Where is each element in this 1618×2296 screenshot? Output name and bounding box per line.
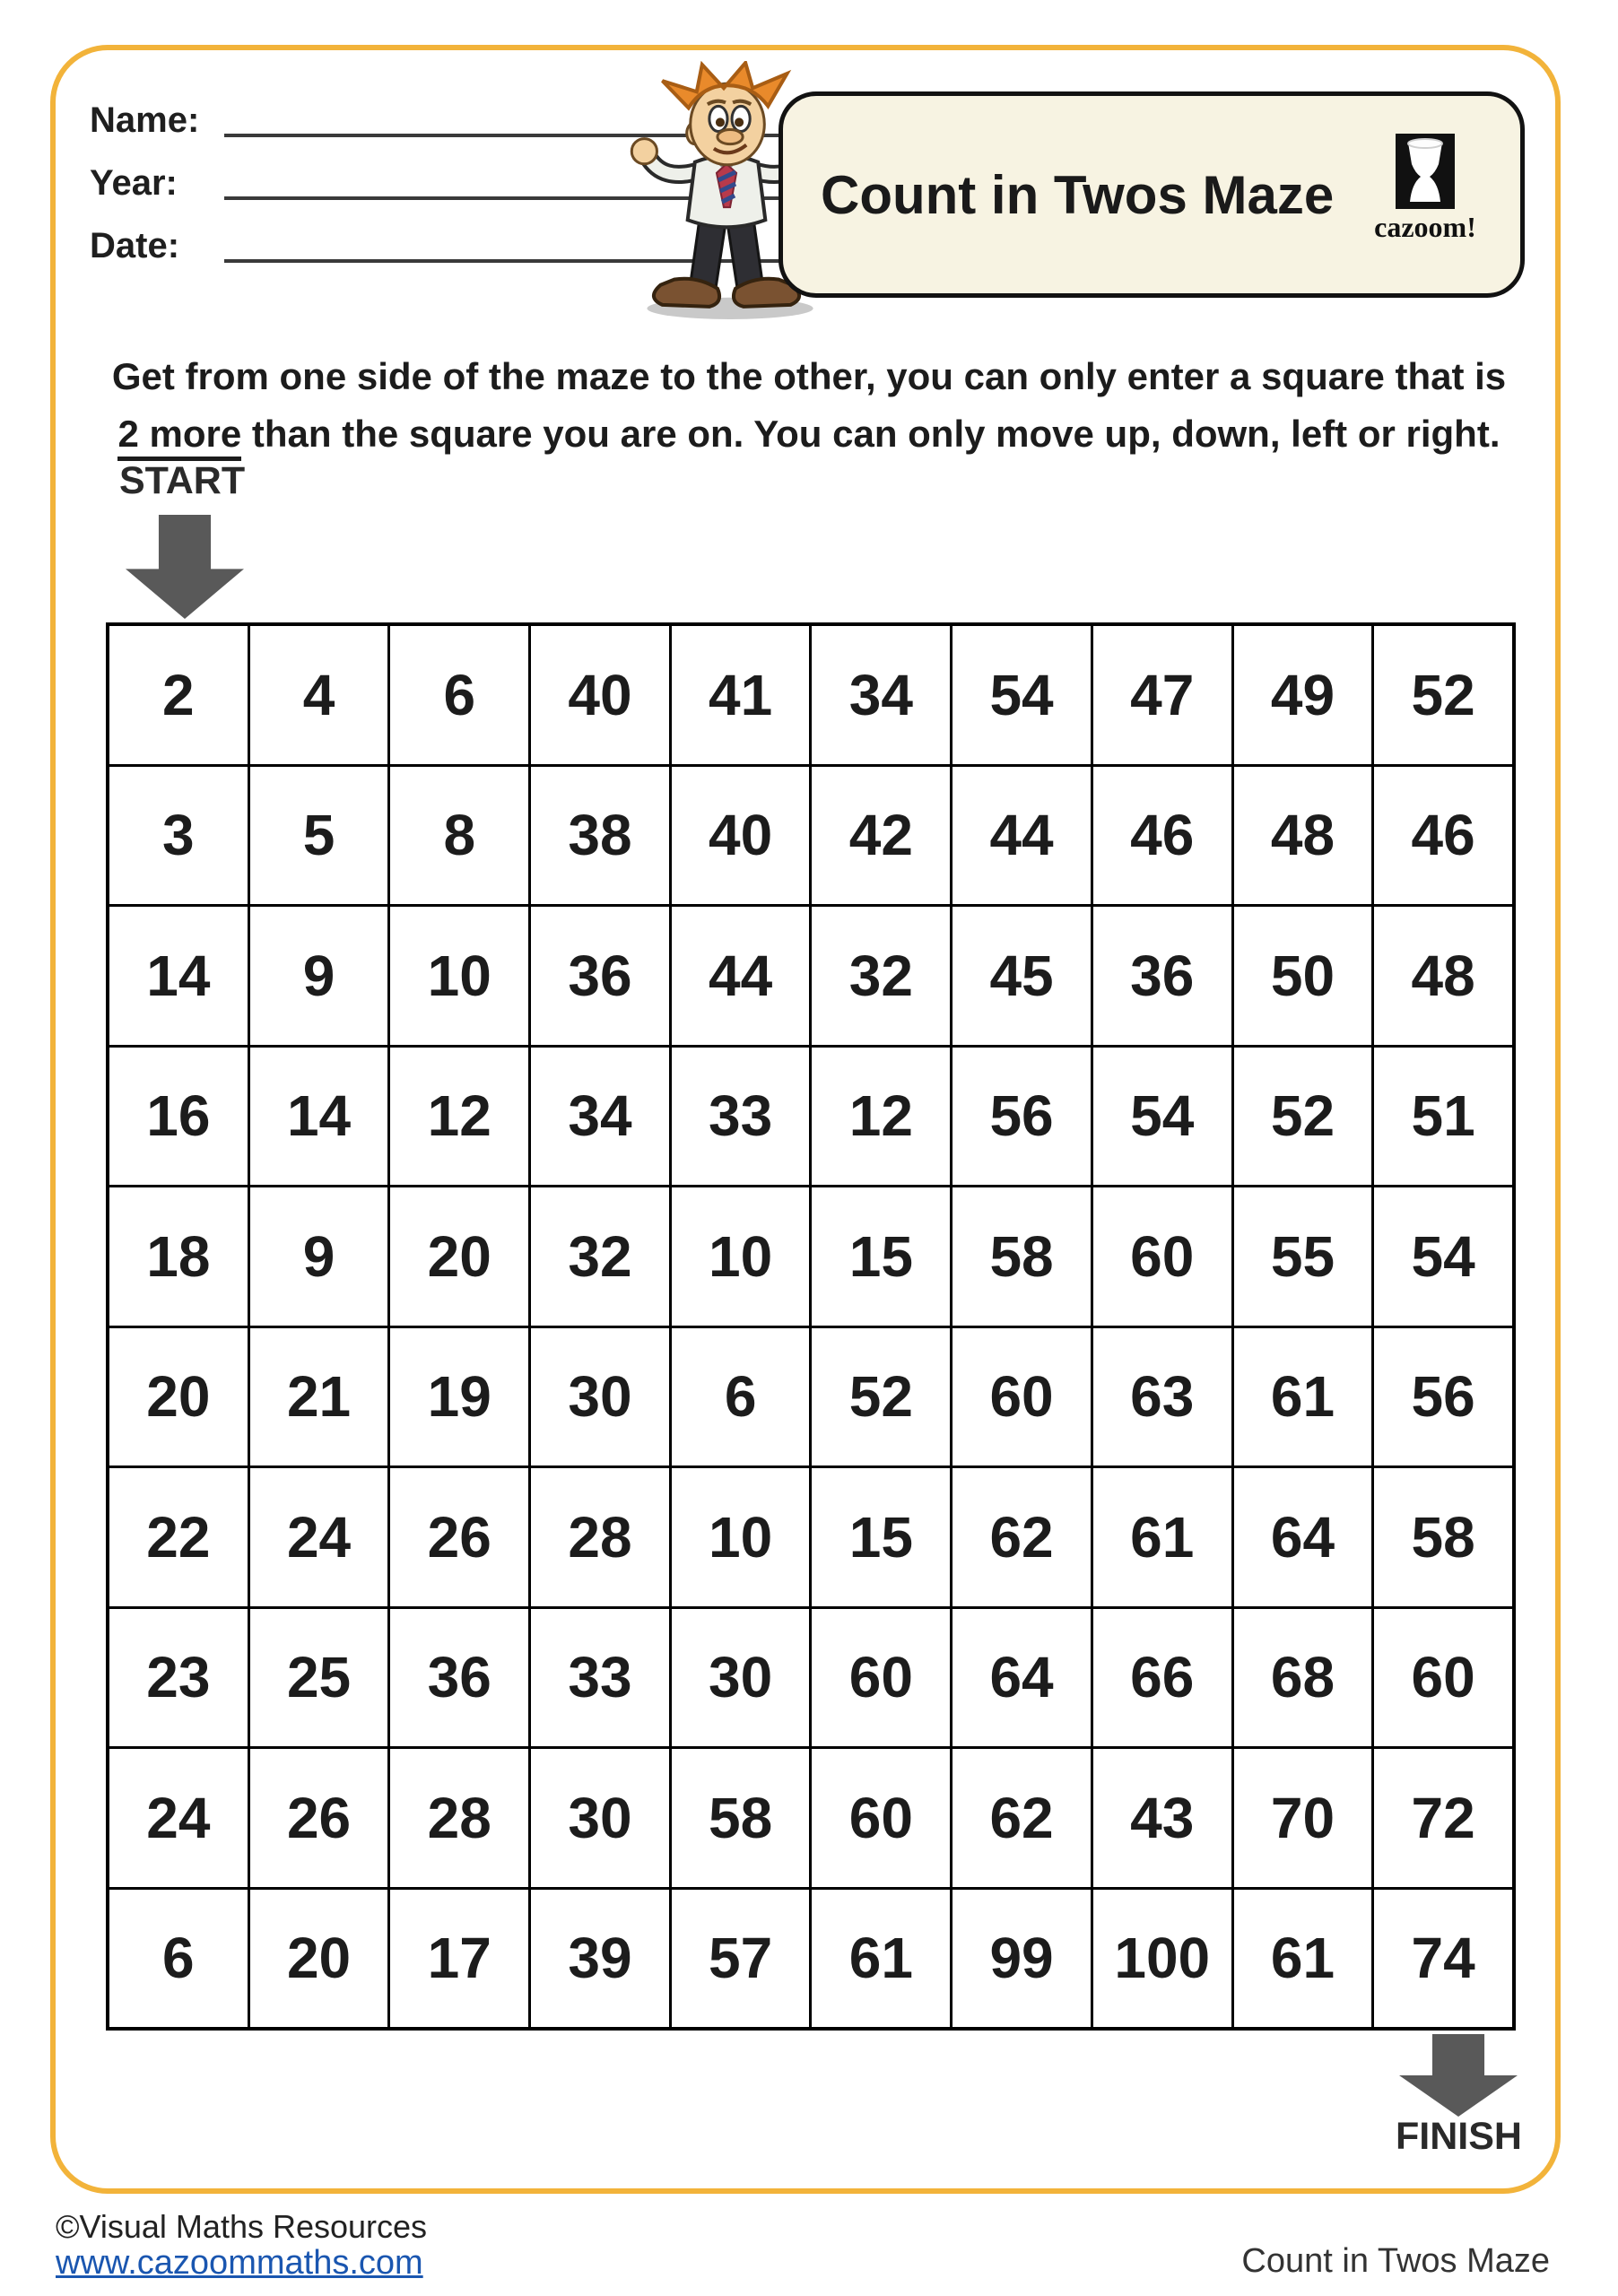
maze-cell-r3-c4: 36 — [531, 907, 669, 1045]
title-box — [779, 91, 1525, 298]
maze-cell-r5-c10: 54 — [1374, 1187, 1512, 1326]
maze-cell-r10-c9: 61 — [1234, 1890, 1372, 2028]
maze-cell-r8-c6: 60 — [812, 1609, 950, 1747]
maze-cell-r7-c4: 28 — [531, 1468, 669, 1606]
maze-cell-r9-c5: 58 — [672, 1749, 810, 1887]
maze-cell-r4-c1: 16 — [109, 1048, 248, 1186]
maze-cell-r9-c4: 30 — [531, 1749, 669, 1887]
maze-cell-r4-c3: 12 — [390, 1048, 528, 1186]
finish-arrow-icon — [1399, 2034, 1518, 2117]
maze-cell-r7-c2: 24 — [250, 1468, 388, 1606]
maze-cell-r8-c3: 36 — [390, 1609, 528, 1747]
maze-cell-r1-c7: 54 — [953, 626, 1091, 764]
maze-cell-r9-c8: 43 — [1093, 1749, 1231, 1887]
maze-cell-r9-c9: 70 — [1234, 1749, 1372, 1887]
instructions-underlined-phrase: 2 more — [117, 413, 241, 461]
maze-cell-r2-c7: 44 — [953, 767, 1091, 905]
maze-cell-r3-c5: 44 — [672, 907, 810, 1045]
maze-cell-r8-c1: 23 — [109, 1609, 248, 1747]
maze-cell-r8-c5: 30 — [672, 1609, 810, 1747]
maze-cell-r2-c1: 3 — [109, 767, 248, 905]
maze-cell-r4-c9: 52 — [1234, 1048, 1372, 1186]
maze-cell-r6-c10: 56 — [1374, 1328, 1512, 1466]
maze-cell-r6-c4: 30 — [531, 1328, 669, 1466]
maze-cell-r3-c7: 45 — [953, 907, 1091, 1045]
date-label: Date: — [90, 226, 180, 265]
maze-cell-r2-c3: 8 — [390, 767, 528, 905]
maze-cell-r1-c3: 6 — [390, 626, 528, 764]
maze-cell-r9-c3: 28 — [390, 1749, 528, 1887]
maze-cell-r6-c2: 21 — [250, 1328, 388, 1466]
maze-cell-r4-c10: 51 — [1374, 1048, 1512, 1186]
maze-cell-r6-c6: 52 — [812, 1328, 950, 1466]
finish-label: FINISH — [1396, 2115, 1522, 2158]
maze-cell-r10-c8: 100 — [1093, 1890, 1231, 2028]
maze-cell-r3-c1: 14 — [109, 907, 248, 1045]
instructions-line1: Get from one side of the maze to the other, you can only enter a square that is — [111, 355, 1507, 397]
maze-cell-r8-c9: 68 — [1234, 1609, 1372, 1747]
maze-cell-r1-c9: 49 — [1234, 626, 1372, 764]
instructions — [83, 348, 1535, 463]
maze-cell-r1-c2: 4 — [250, 626, 388, 764]
maze-cell-r2-c2: 5 — [250, 767, 388, 905]
maze-cell-r10-c2: 20 — [250, 1890, 388, 2028]
maze-cell-r4-c7: 56 — [953, 1048, 1091, 1186]
maze-cell-r5-c5: 10 — [672, 1187, 810, 1326]
maze-cell-r6-c1: 20 — [109, 1328, 248, 1466]
maze-cell-r3-c6: 32 — [812, 907, 950, 1045]
maze-cell-r2-c6: 42 — [812, 767, 950, 905]
cazoom-logo-text: cazoom! — [1374, 211, 1476, 243]
maze-cell-r7-c9: 64 — [1234, 1468, 1372, 1606]
maze-cell-r10-c7: 99 — [953, 1890, 1091, 2028]
footer-website-link[interactable]: www.cazoommaths.com — [56, 2244, 423, 2282]
maze-cell-r7-c6: 15 — [812, 1468, 950, 1606]
maze-cell-r6-c8: 63 — [1093, 1328, 1231, 1466]
maze-cell-r5-c9: 55 — [1234, 1187, 1372, 1326]
maze-cell-r3-c9: 50 — [1234, 907, 1372, 1045]
maze-cell-r6-c9: 61 — [1234, 1328, 1372, 1466]
maze-cell-r4-c2: 14 — [250, 1048, 388, 1186]
maze-cell-r9-c2: 26 — [250, 1749, 388, 1887]
maze-cell-r4-c4: 34 — [531, 1048, 669, 1186]
maze-cell-r9-c6: 60 — [812, 1749, 950, 1887]
cazoom-logo — [1371, 134, 1479, 244]
maze-cell-r7-c7: 62 — [953, 1468, 1091, 1606]
maze-cell-r2-c10: 46 — [1374, 767, 1512, 905]
maze-cell-r6-c7: 60 — [953, 1328, 1091, 1466]
start-label: START — [119, 459, 246, 502]
maze-cell-r7-c5: 10 — [672, 1468, 810, 1606]
maze-cell-r4-c6: 12 — [812, 1048, 950, 1186]
maze-cell-r2-c5: 40 — [672, 767, 810, 905]
maze-cell-r10-c6: 61 — [812, 1890, 950, 2028]
maze-cell-r1-c5: 41 — [672, 626, 810, 764]
year-label: Year: — [90, 163, 178, 203]
maze-cell-r8-c10: 60 — [1374, 1609, 1512, 1747]
maze-cell-r2-c8: 46 — [1093, 767, 1231, 905]
maze-cell-r10-c10: 74 — [1374, 1890, 1512, 2028]
maze-cell-r5-c4: 32 — [531, 1187, 669, 1326]
name-label: Name: — [90, 100, 200, 140]
maze-cell-r9-c7: 62 — [953, 1749, 1091, 1887]
maze-grid — [106, 622, 1516, 2031]
maze-cell-r1-c10: 52 — [1374, 626, 1512, 764]
maze-cell-r7-c10: 58 — [1374, 1468, 1512, 1606]
maze-cell-r8-c7: 64 — [953, 1609, 1091, 1747]
maze-cell-r4-c5: 33 — [672, 1048, 810, 1186]
maze-cell-r1-c4: 40 — [531, 626, 669, 764]
maze-cell-r8-c8: 66 — [1093, 1609, 1231, 1747]
maze-cell-r2-c9: 48 — [1234, 767, 1372, 905]
maze-cell-r1-c6: 34 — [812, 626, 950, 764]
maze-cell-r5-c6: 15 — [812, 1187, 950, 1326]
maze-cell-r3-c8: 36 — [1093, 907, 1231, 1045]
maze-cell-r7-c8: 61 — [1093, 1468, 1231, 1606]
maze-cell-r5-c8: 60 — [1093, 1187, 1231, 1326]
maze-cell-r6-c5: 6 — [672, 1328, 810, 1466]
instructions-line2: than the square you are on. You can only move up, down, left or right. — [241, 413, 1501, 455]
cazoom-drum-icon — [1396, 134, 1455, 209]
maze-cell-r10-c3: 17 — [390, 1890, 528, 2028]
maze-cell-r1-c1: 2 — [109, 626, 248, 764]
maze-cell-r5-c2: 9 — [250, 1187, 388, 1326]
maze-cell-r5-c7: 58 — [953, 1187, 1091, 1326]
maze-cell-r1-c8: 47 — [1093, 626, 1231, 764]
maze-cell-r3-c10: 48 — [1374, 907, 1512, 1045]
maze-cell-r9-c1: 24 — [109, 1749, 248, 1887]
maze-cell-r8-c4: 33 — [531, 1609, 669, 1747]
maze-cell-r5-c3: 20 — [390, 1187, 528, 1326]
footer-doc-title: Count in Twos Maze — [1241, 2242, 1550, 2280]
start-arrow-icon — [126, 515, 244, 619]
maze-cell-r7-c3: 26 — [390, 1468, 528, 1606]
maze-cell-r7-c1: 22 — [109, 1468, 248, 1606]
worksheet-title: Count in Twos Maze — [821, 164, 1335, 225]
maze-cell-r6-c3: 19 — [390, 1328, 528, 1466]
maze-cell-r8-c2: 25 — [250, 1609, 388, 1747]
maze-cell-r10-c4: 39 — [531, 1890, 669, 2028]
maze-cell-r3-c2: 9 — [250, 907, 388, 1045]
maze-cell-r10-c5: 57 — [672, 1890, 810, 2028]
footer-copyright: ©Visual Maths Resources — [56, 2208, 428, 2245]
maze-cell-r4-c8: 54 — [1093, 1048, 1231, 1186]
maze-cell-r5-c1: 18 — [109, 1187, 248, 1326]
maze-cell-r9-c10: 72 — [1374, 1749, 1512, 1887]
maze-cell-r2-c4: 38 — [531, 767, 669, 905]
maze-cell-r3-c3: 10 — [390, 907, 528, 1045]
maze-cell-r10-c1: 6 — [109, 1890, 248, 2028]
